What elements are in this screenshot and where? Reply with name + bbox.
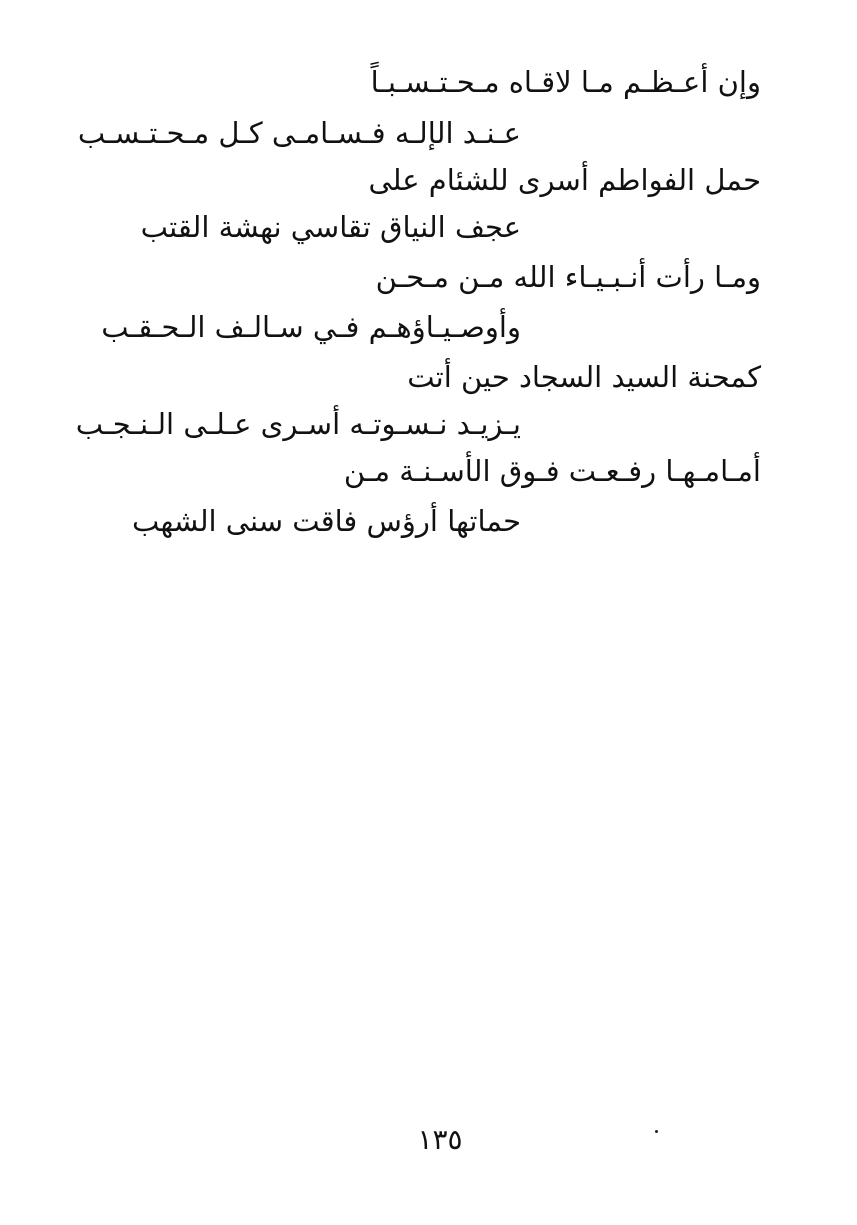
verse-line-10: حماتها أرؤس فاقت سنى الشهب	[131, 504, 521, 538]
page-number: ١٣٥	[417, 1123, 463, 1156]
verse-line-7: كمحنة السيد السجاد حين أتت	[407, 360, 761, 394]
verse-line-9: أمـامـهـا رفـعـت فـوق الأسـنـة مـن	[343, 454, 761, 488]
verse-line-2: عـنـد الإلـه فـسـامـى كـل مـحـتـسـب	[77, 116, 521, 150]
verse-line-6: وأوصـيـاؤهـم فـي سـالـف الـحـقـب	[101, 310, 521, 344]
verse-line-4: عجف النياق تقاسي نهشة القتب	[140, 210, 521, 244]
poem-block	[0, 0, 857, 560]
verse-line-5: ومـا رأت أنـبـيـاء الله مـن مـحـن	[375, 260, 761, 294]
scan-speck	[655, 1130, 658, 1133]
verse-line-3: حمل الفواطم أسرى للشئام على	[368, 163, 761, 197]
verse-line-8: يـزيـد نـسـوتـه أسـرى عـلـى الـنـجـب	[75, 407, 521, 441]
verse-line-1: وإن أعـظـم مـا لاقـاه مـحـتـسـبـاً	[370, 65, 761, 99]
